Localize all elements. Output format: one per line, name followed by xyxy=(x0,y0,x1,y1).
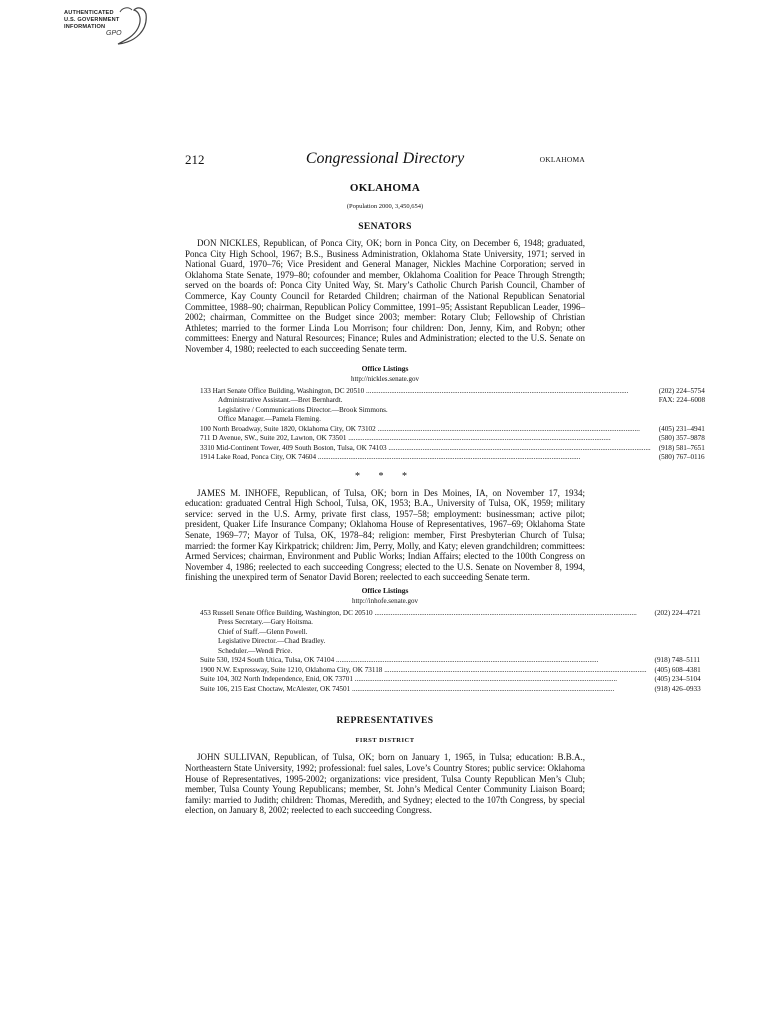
office-phone: (202) 224–5754 xyxy=(658,386,705,395)
office-address: 3310 Mid-Continent Tower, 409 South Boston, Tulsa, OK 74103 ..... xyxy=(200,444,651,454)
staff-entry: Administrative Assistant.—Bret Bernhardt. xyxy=(218,396,343,405)
seal-line-2: U.S. GOVERNMENT xyxy=(64,17,120,23)
office-listings-heading: Office Listings xyxy=(361,363,409,373)
staff-row xyxy=(200,637,701,647)
staff-entry: Legislative Director.—Chad Bradley. xyxy=(218,637,326,646)
senator-bio: JAMES M. INHOFE, Republican, of Tulsa, OK; born in Des Moines, IA, on November 17, 1934; education: graduated Central High School, Tulsa, OK, 1953; B.A., University of Tulsa, OK, 1959; military service: served in the U.S. Army, private first class, 1957–58; employment: businessman; active pilot; president, Quaker Life Insurance Company; Oklahoma House of Representatives, 1967–69; Oklahoma State Senate, 1969–77; Mayor of Tulsa, OK, 1978–84; religion: member, First Presbyterian Church of Tulsa; married: the former Kay Kirkpatrick; children: Jim, Perry, Molly, and Katy; eleven grandchildren; committees: Armed Services; chairman, Environment and Public Works; Indian Affairs; elected to the 100th Congress on November 4, 1986; reelected to each succeeding Congress; elected to the U.S. Senate on November 8, 1994, finishing the unexpired term of Senator David Boren; reelected to each succeeding Senate term. xyxy=(185,487,585,583)
state-heading: OKLAHOMA xyxy=(349,182,421,194)
office-row xyxy=(200,675,701,685)
gpo-authentication-seal xyxy=(58,4,154,48)
population-note: (Population 2000, 3,450,654) xyxy=(346,203,424,210)
seal-mark: GPO xyxy=(106,30,122,37)
office-address: 100 North Broadway, Suite 1820, Oklahoma City, OK 73102 ..... xyxy=(200,425,651,435)
office-address: Suite 530, 1924 South Utica, Tulsa, OK 74104 ..... xyxy=(200,656,647,666)
staff-entry: Office Manager.—Pamela Fleming. xyxy=(218,415,321,424)
staff-entry: Scheduler.—Wendi Price. xyxy=(218,646,293,655)
staff-row xyxy=(200,647,701,657)
staff-row xyxy=(200,396,705,406)
running-header xyxy=(185,150,585,170)
office-listings-table xyxy=(200,387,705,463)
running-title: Congressional Directory xyxy=(305,150,465,167)
page-number: 212 xyxy=(185,152,205,167)
office-address: 1914 Lake Road, Ponca City, OK 74604 ..... xyxy=(200,453,651,463)
office-address: Suite 106, 215 East Choctaw, McAlester, OK 74501 ..... xyxy=(200,685,647,695)
office-row xyxy=(200,434,705,444)
representatives-heading: REPRESENTATIVES xyxy=(336,716,434,727)
office-row xyxy=(200,387,705,397)
running-state: OKLAHOMA xyxy=(539,155,585,164)
section-separator: * * * xyxy=(355,470,415,482)
office-row xyxy=(200,656,701,666)
staff-row xyxy=(200,415,705,425)
office-listings-heading: Office Listings xyxy=(361,585,409,595)
seal-line-3: INFORMATION xyxy=(64,24,106,30)
district-heading: FIRST DISTRICT xyxy=(355,737,415,745)
main-content xyxy=(185,180,706,816)
office-address: Suite 104, 302 North Independence, Enid, OK 73701 ..... xyxy=(200,675,647,685)
office-row xyxy=(200,453,705,463)
senator-bio: DON NICKLES, Republican, of Ponca City, OK; born in Ponca City, on December 6, 1948; graduated, Ponca City High School, 1967; B.S., Business Administration, Oklahoma State University, 1971; served in National Guard, 1970–76; Vice President and General Manager, Nickles Machine Corporation; served in Oklahoma State Senate, 1979–80; cofounder and member, Oklahoma Coalition for Peace Through Strength; served on the boards of: Ponca City United Way, St. Mary’s Catholic Church Parish Council, Chamber of Commerce, Kay County Council for Retarded Children; chairman of the National Republican Senatorial Committee, 1988–90; chairman, Republican Policy Committee, 1991–95; Assistant Republican Leader, 1996–2002; chairman, Committee on the Budget since 2003; member: Rotary Club; Fellowship of Christian Athletes; married to the former Linda Lou Morrison; four children: Don, Jenny, Kim, and Robyn; other committees: Energy and Natural Resources; Finance; Rules and Administration; elected to the U.S. Senate on November 4, 1980; reelected to each succeeding Senate term. xyxy=(185,238,585,354)
staff-entry: Press Secretary.—Gary Hoitsma. xyxy=(218,618,313,627)
senator-website-link[interactable]: http://nickles.senate.gov xyxy=(350,374,420,383)
office-row xyxy=(200,609,701,619)
senators-heading: SENATORS xyxy=(358,222,412,232)
office-address: 453 Russell Senate Office Building, Washington, DC 20510 ..... xyxy=(200,609,647,619)
office-fax: FAX: 224–6008 xyxy=(658,396,706,405)
office-listings-table xyxy=(200,609,701,695)
office-phone: (405) 608–4381 xyxy=(654,665,701,674)
office-phone: (202) 224–4721 xyxy=(654,608,701,617)
office-phone: (918) 748–5111 xyxy=(654,656,701,665)
office-phone: (580) 767–0116 xyxy=(658,453,705,462)
office-row xyxy=(200,425,705,435)
office-row xyxy=(200,685,701,695)
office-phone: (405) 231–4941 xyxy=(658,424,705,433)
office-row xyxy=(200,444,705,454)
staff-entry: Legislative / Communications Director.—Brook Simmons. xyxy=(218,405,388,414)
office-row xyxy=(200,666,701,676)
seal-line-1: AUTHENTICATED xyxy=(64,10,114,16)
staff-row xyxy=(200,406,705,416)
office-address: 711 D Avenue, SW., Suite 202, Lawton, OK 73501 ..... xyxy=(200,434,651,444)
office-address: 1900 N.W. Expressway, Suite 1210, Oklahoma City, OK 73118 ..... xyxy=(200,666,647,676)
staff-row xyxy=(200,628,701,638)
senator-website-link[interactable]: http://inhofe.senate.gov xyxy=(351,596,419,605)
office-phone: (405) 234–5104 xyxy=(654,675,701,684)
staff-row xyxy=(200,618,701,628)
staff-entry: Chief of Staff.—Glenn Powell. xyxy=(218,627,308,636)
representative-bio: JOHN SULLIVAN, Republican, of Tulsa, OK; born on January 1, 1965, in Tulsa; education: B.B.A., Northeastern State University, 1992; professional: fuel sales, Love’s Country Stores; public service: Oklahoma House of Representatives, 1995-2002; organizations: vice president, Tulsa County Republican Men’s Club; member, Tulsa County Young Republicans; member, St. John’s Medical Center Community Liaison Board; family: married to Judith; children: Thomas, Meredith, and Sydney; elected to the 107th Congress, by special election, on January 8, 2002; reelected to each succeeding Congress. xyxy=(185,752,585,816)
office-phone: (918) 581–7651 xyxy=(658,443,705,452)
office-phone: (580) 357–9878 xyxy=(658,434,705,443)
office-phone: (918) 426–0933 xyxy=(654,684,701,693)
office-address: 133 Hart Senate Office Building, Washington, DC 20510 ..... xyxy=(200,387,651,397)
